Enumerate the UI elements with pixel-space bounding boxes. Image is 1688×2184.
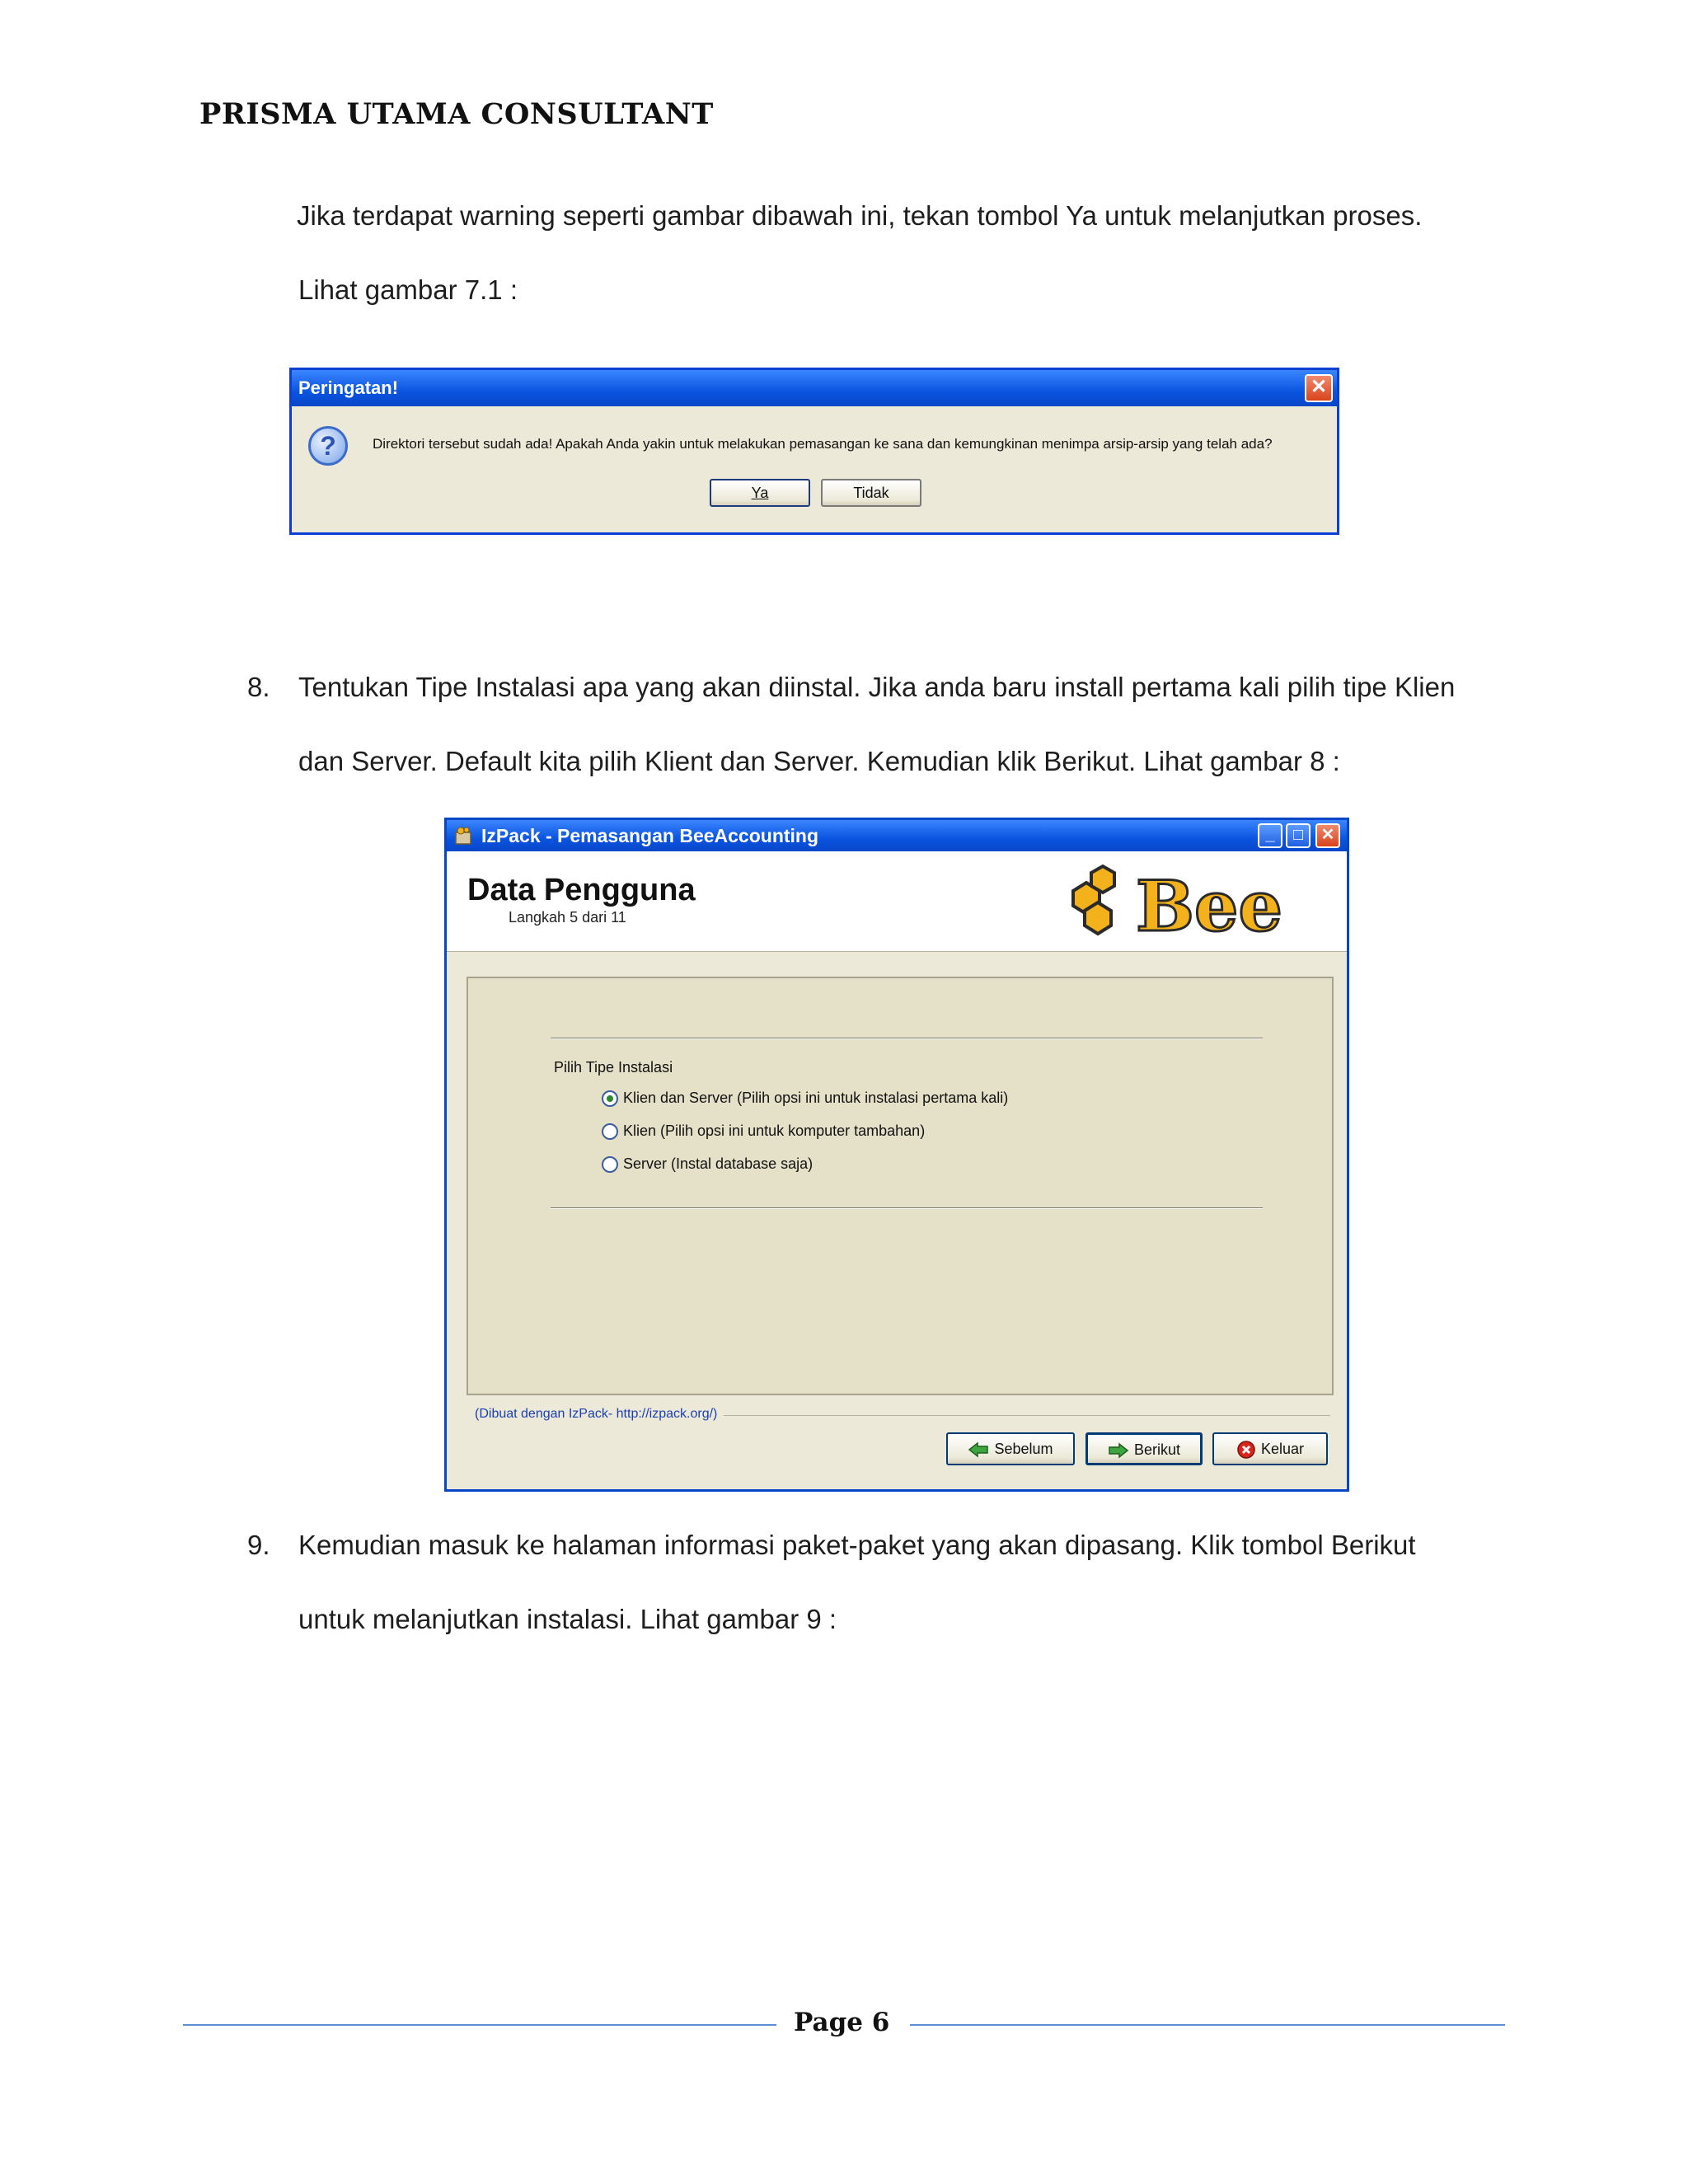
bottom-divider [551,1207,1263,1209]
radio-button[interactable] [602,1123,618,1140]
step-8-number: 8. [247,672,270,702]
warning-dialog [289,368,1339,535]
cancel-icon [1236,1440,1256,1460]
back-button[interactable] [946,1432,1075,1465]
intro-line-1: Jika terdapat warning seperti gambar dibawah ini, tekan tombol Ya untuk melanjutkan proses. [297,200,1423,231]
footer-rule-left [183,2024,776,2026]
install-type-label: Pilih Tipe Instalasi [554,1059,673,1076]
question-icon: ? [308,426,348,466]
warning-dialog-title: Peringatan! [292,370,1337,406]
option-label: Server (Instal database saja) [623,1155,814,1172]
option-client[interactable] [602,1122,925,1140]
step-9-line-1: Kemudian masuk ke halaman informasi paket-paket yang akan dipasang. Klik tombol Berikut [298,1530,1416,1560]
bee-logo-text: Bee [1136,865,1282,944]
top-divider [551,1038,1263,1039]
credit-row [475,1407,1330,1425]
intro-line-2: Lihat gambar 7.1 : [298,274,518,305]
installer-header [447,851,1347,952]
warning-message: Direktori tersebut sudah ada! Apakah Anda yakin untuk melakukan pemasangan ke sana dan kemungkinan menimpa arsip-arsip yang telah ada? [373,436,1273,452]
step-8-line-2: dan Server. Default kita pilih Klient dan Server. Kemudian klik Berikut. Lihat gambar 8 : [298,746,1340,776]
installer-window [444,818,1349,1492]
option-server[interactable] [602,1155,813,1173]
step-9-number: 9. [247,1530,270,1560]
option-client-server[interactable] [602,1090,1008,1107]
back-button-label: Sebelum [994,1441,1053,1457]
next-button[interactable] [1085,1432,1203,1465]
close-icon[interactable]: ✕ [1315,823,1340,848]
close-icon[interactable]: ✕ [1305,374,1333,402]
radio-button[interactable] [602,1156,618,1173]
installer-app-icon [453,826,473,846]
yes-button[interactable]: Ya [710,479,810,507]
step-8-line-1: Tentukan Tipe Instalasi apa yang akan diinstal. Jika anda baru install pertama kali pilih tipe Klien [298,672,1456,702]
installer-window-title: IzPack - Pemasangan BeeAccounting [447,820,1347,851]
step-9-line-2: untuk melanjutkan instalasi. Lihat gambar 9 : [298,1604,837,1634]
option-label: Klien dan Server (Pilih opsi ini untuk instalasi pertama kali) [623,1090,1009,1106]
maximize-icon[interactable]: □ [1286,823,1311,848]
next-button-label: Berikut [1133,1441,1181,1458]
panel-title: Data Pengguna [467,873,696,907]
install-type-panel [467,977,1334,1395]
arrow-right-icon [1108,1442,1129,1459]
arrow-left-icon [968,1441,989,1458]
no-button[interactable]: Tidak [821,479,921,507]
page-number: Page 6 [794,2008,890,2037]
option-label: Klien (Pilih opsi ini untuk komputer tambahan) [623,1122,926,1139]
footer-rule-right [910,2024,1505,2026]
quit-button[interactable] [1212,1432,1328,1465]
step-indicator: Langkah 5 dari 11 [509,909,626,926]
minimize-icon[interactable]: _ [1258,823,1282,848]
bee-logo [1055,861,1335,944]
quit-button-label: Keluar [1260,1441,1305,1457]
radio-button-selected[interactable] [602,1090,618,1107]
izpack-credit: (Dibuat dengan IzPack- http://izpack.org/) [475,1407,724,1422]
document-header: PRISMA UTAMA CONSULTANT [199,97,714,131]
